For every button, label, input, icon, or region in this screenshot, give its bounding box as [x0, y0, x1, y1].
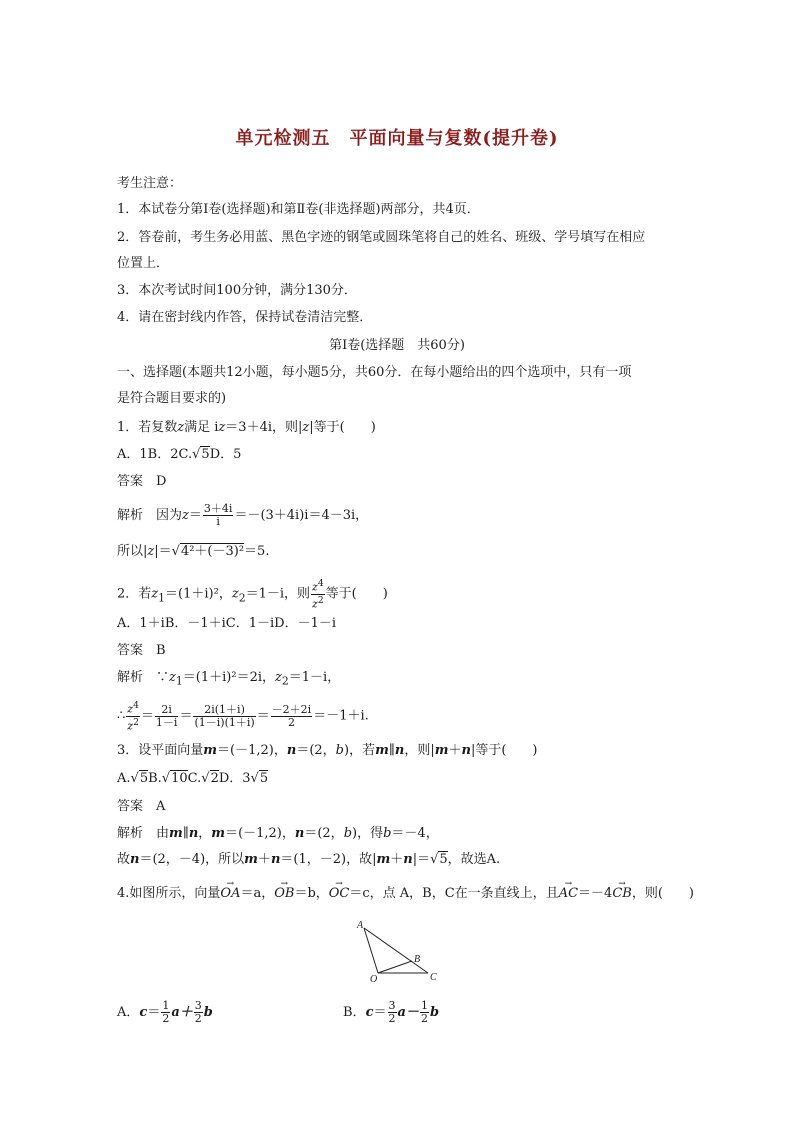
- page-title: 单元检测五 平面向量与复数(提升卷): [235, 128, 559, 149]
- q2-answer: 答案 B: [117, 643, 166, 658]
- segment-ob: [378, 961, 412, 973]
- segment-oa: [364, 928, 378, 973]
- q4-stem: 4.如图所示，向量→ OA＝a，→ OB＝b，→ OC＝c，点 A，B，C在一条直线上，且→ AC＝－4→ CB，则( ): [117, 885, 694, 903]
- q3-stem: 3．设平面向量m＝(－1,2)，n＝(2，b)，若m∥n，则|m＋n|等于( ): [117, 743, 538, 758]
- q3-options: A.√5B.√10C.√2D．3√5: [117, 771, 269, 786]
- triangle-figure: [352, 916, 448, 986]
- notice-item-3: 3．本次考试时间100分钟，满分130分．: [117, 283, 357, 298]
- section-intro-1: 一、选择题(本题共12小题，每小题5分，共60分．在每小题给出的四个选项中，只有一项: [117, 365, 632, 380]
- section-heading: 第Ⅰ卷(选择题 共60分): [329, 338, 465, 353]
- label-c: C: [430, 972, 437, 983]
- notice-item-4: 4．请在密封线内作答，保持试卷清洁完整．: [117, 310, 373, 325]
- notice-item-2: 2．答卷前，考生务必用蓝、黑色字迹的钢笔或圆珠笔将自己的姓名、班级、学号填写在相应: [117, 230, 646, 245]
- q2-analysis-2: ∴ $\frac{z^4}{z^2}$ ＝ $\frac{2i}{1-i}$ ＝ $\frac{2i(1+i)}{(1-i)(1+i)}$ ＝ $\frac{-2+2i}{2}$ ＝－1＋i.: [117, 700, 369, 733]
- label-o: O: [370, 974, 378, 985]
- label-b: B: [414, 954, 421, 965]
- q1-answer: 答案 D: [117, 474, 167, 489]
- q1-analysis-2: 所以|z|＝√4²＋(－3)²＝5.: [117, 544, 270, 559]
- notice-heading: 考生注意：: [117, 176, 183, 191]
- q2-stem: 2．若$z_1=(1+i)^2$，$z_2=1-i$，则 $\frac{z^4}{z^2}$ 等于( ): [117, 578, 388, 611]
- q2-analysis-1: 解析 $\because z_1=(1+i)^2=2i$，$z_2=1-i$，: [117, 670, 341, 688]
- section-intro-2: 是符合题目要求的): [117, 391, 227, 406]
- notice-item-1: 1．本试卷分第Ⅰ卷(选择题)和第Ⅱ卷(非选择题)两部分，共4页．: [117, 202, 480, 217]
- q1-options: A．1B．2C.√5D．5: [117, 447, 242, 462]
- q3-analysis-2: 故n＝(2，－4)，所以m＋n＝(1，－2)，故|m＋n|＝√5，故选A.: [117, 852, 501, 867]
- q2-options: A．1＋iB．－1＋iC．1－iD．－1－i: [117, 616, 337, 631]
- label-a: A: [357, 920, 364, 931]
- q4-option-b: B．c＝ $\frac{3}{2}$ a－ $\frac{1}{2}$ b: [343, 999, 440, 1025]
- q4-option-a: A．c＝ $\frac{1}{2}$ a＋ $\frac{3}{2}$ b: [117, 999, 213, 1025]
- q1-analysis-1: 解析 因为z＝ $\frac{3+4i}{i}$ ＝－(3＋4i)i＝4－3i，: [117, 502, 369, 528]
- q3-analysis-1: 解析 由m∥n，m＝(－1,2)，n＝(2，b)，得b＝－4，: [117, 826, 439, 841]
- q2-stem-fraction: $\frac{z^4}{z^2}$: [312, 578, 324, 611]
- notice-item-2-cont: 位置上．: [117, 256, 170, 271]
- q3-answer: 答案 A: [117, 799, 166, 814]
- q1-stem: 1．若复数z满足 iz＝3＋4i，则|z|等于( ): [117, 420, 376, 435]
- q1-fraction: $\frac{3+4i}{i}$: [203, 502, 233, 528]
